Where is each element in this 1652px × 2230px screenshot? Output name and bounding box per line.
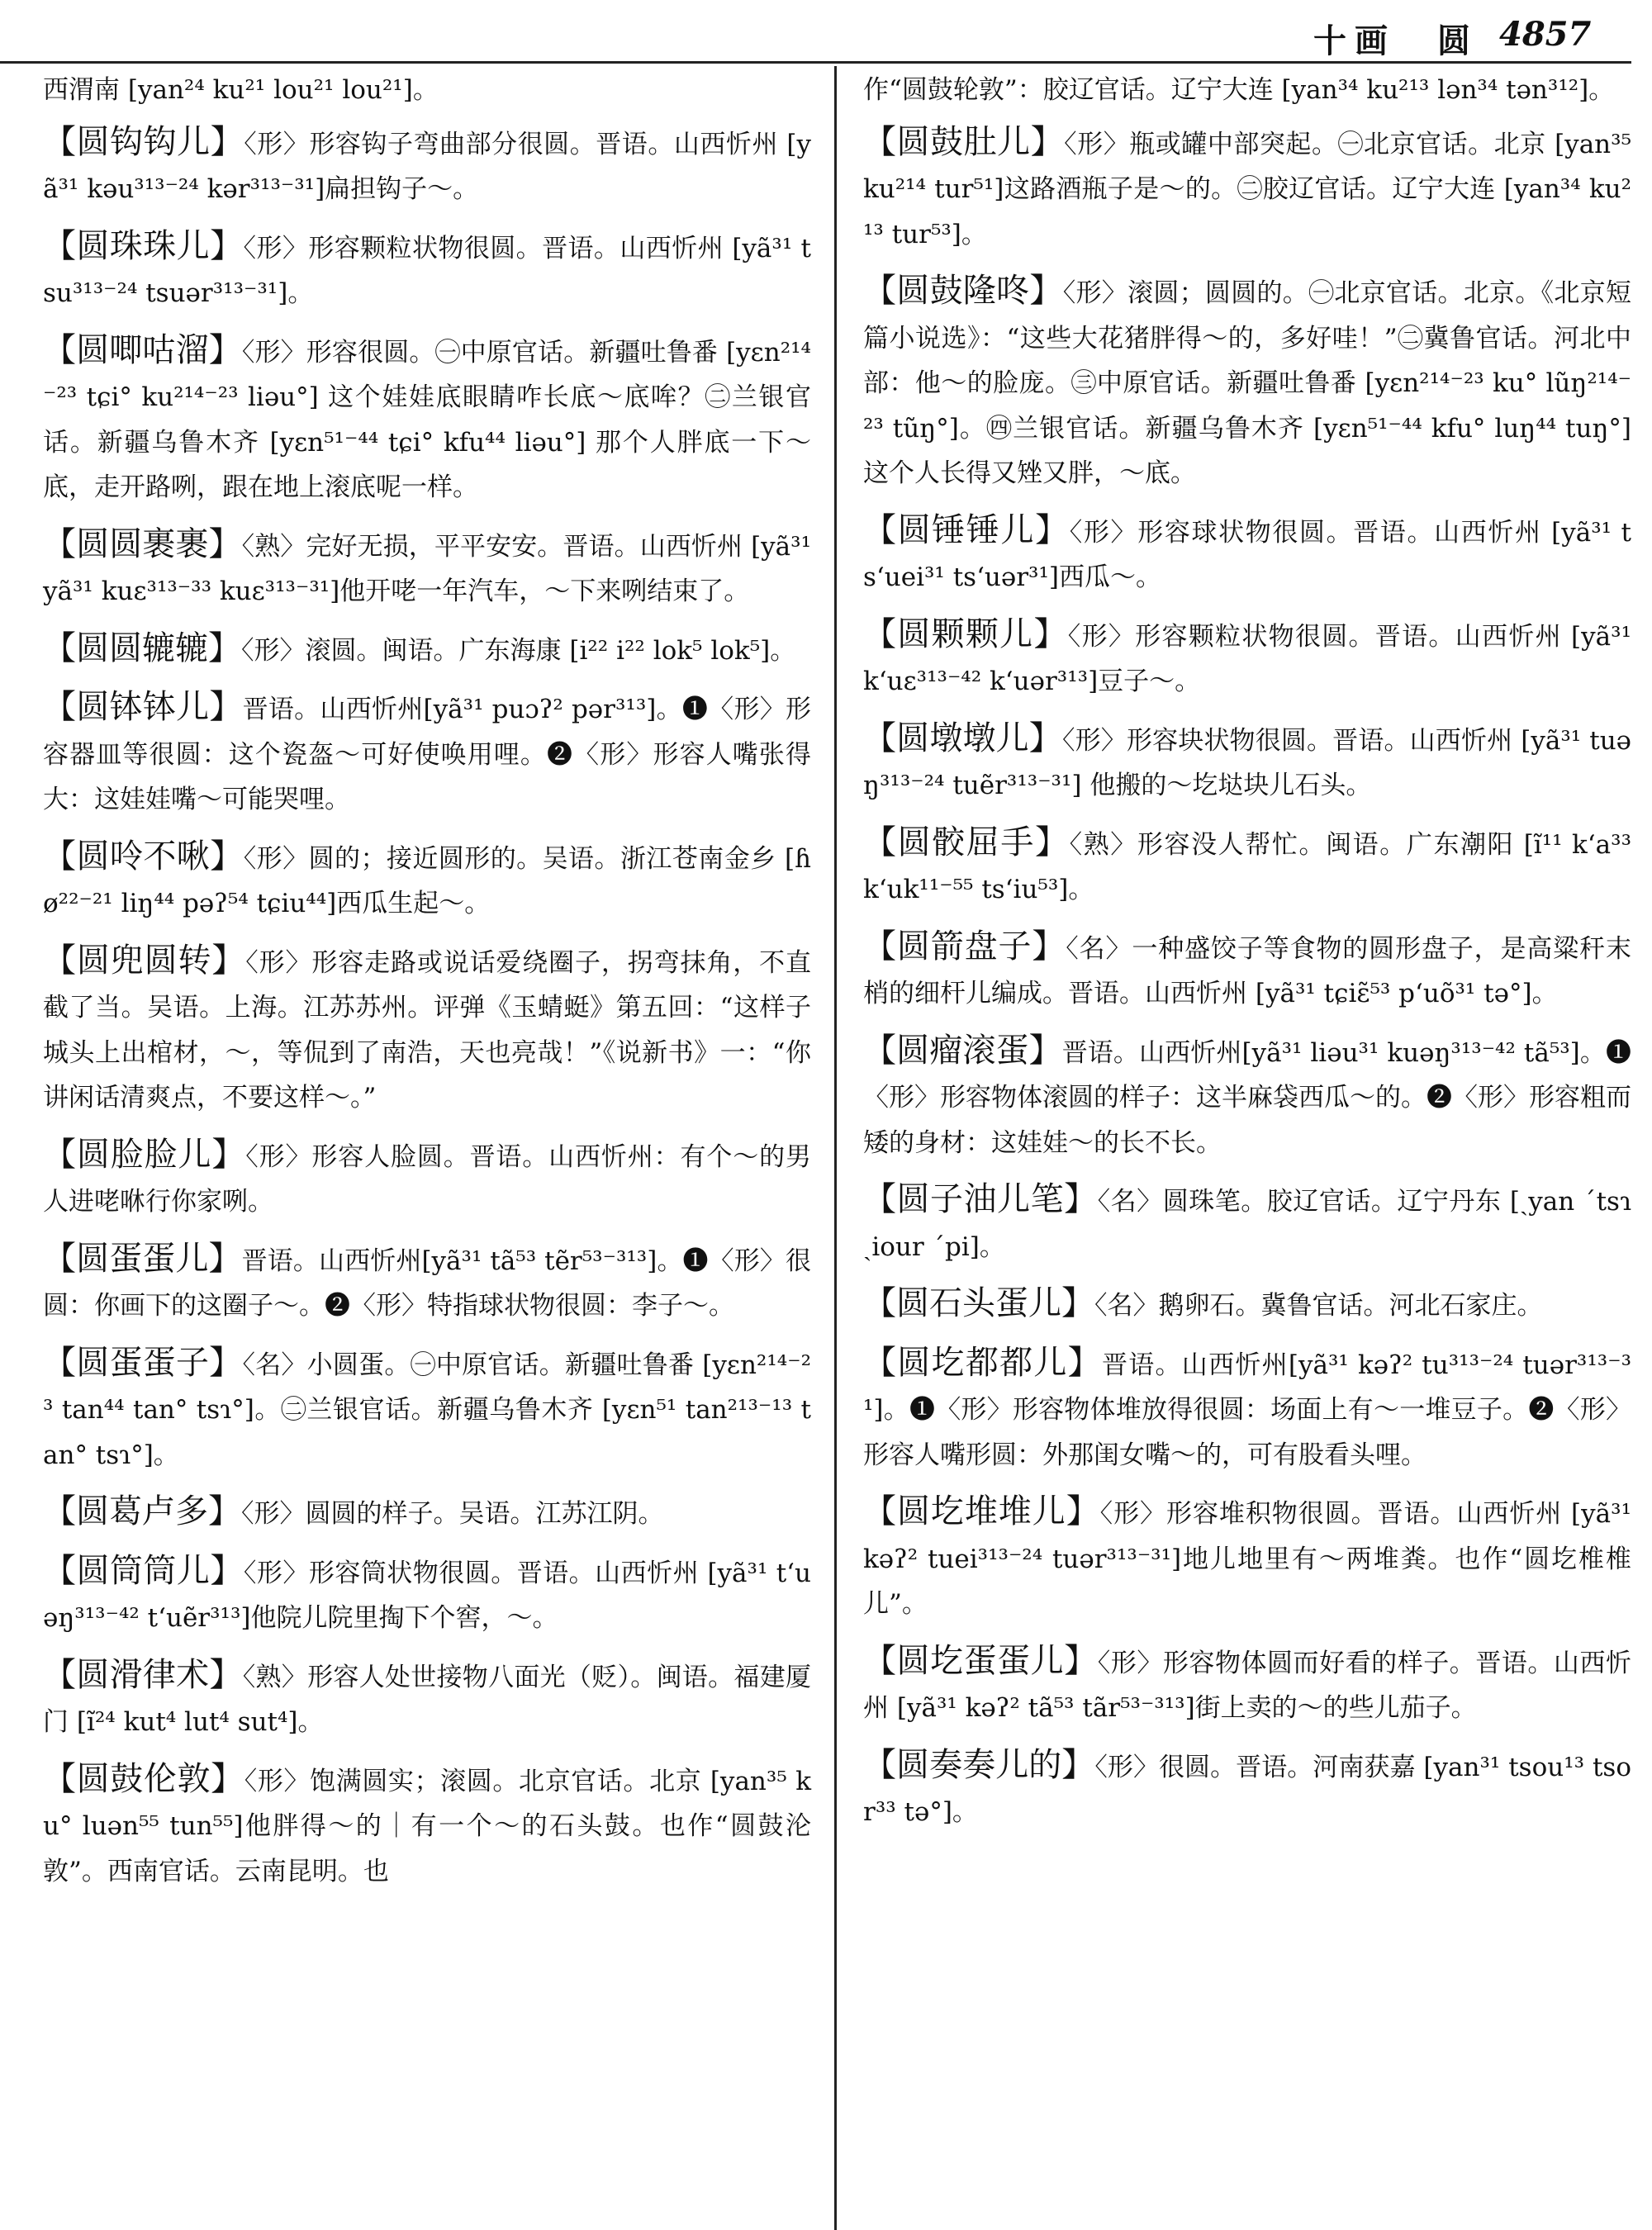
left-column — [43, 68, 811, 1905]
entry-headword: 【圆珠珠儿】 — [43, 226, 244, 265]
entry-headword: 【圆箭盘子】 — [863, 927, 1066, 966]
dictionary-entry — [43, 685, 811, 823]
dictionary-entry — [863, 1489, 1631, 1627]
dictionary-entry — [43, 1236, 811, 1329]
dictionary-entry — [863, 1743, 1631, 1835]
entry-headword: 【圆钩钩儿】 — [43, 122, 244, 161]
dictionary-entry — [863, 924, 1631, 1017]
entry-headword: 【圆鼓隆咚】 — [863, 272, 1063, 310]
entry-headword: 【圆锤锤儿】 — [863, 510, 1070, 549]
entry-definition: 〈形〉形容人脸圆。晋语。山西忻州：有个～的男人进咾咻行你家咧。 — [43, 1141, 812, 1217]
dictionary-entry — [863, 508, 1631, 600]
dictionary-entry — [43, 1549, 811, 1641]
entry-definition: 晋语。山西忻州[yã³¹ kəʔ² tu³¹³⁻²⁴ tuər³¹³⁻³¹]。❶〈形〉形容物体堆放得很圆：场面上有～一堆豆子。❷〈形〉形容人嘴形圆：外那闺女嘴～的，可有股看头哩。 — [863, 1350, 1632, 1470]
dictionary-entry — [863, 716, 1631, 809]
dictionary-entry — [863, 1177, 1631, 1269]
entry-headword: 【圆兜圆转】 — [43, 941, 246, 980]
dictionary-entry — [863, 1028, 1631, 1166]
entry-headword: 【圆圆辘辘】 — [43, 629, 241, 667]
dictionary-entry — [863, 1639, 1631, 1731]
dictionary-entry — [43, 626, 811, 674]
dictionary-entry — [43, 1340, 811, 1478]
entry-definition: 〈形〉很圆。晋语。河南获嘉 [yan³¹ tsou¹³ tsor³³ tə°]。 — [863, 1752, 1632, 1827]
entry-definition: 〈形〉滚圆；圆圆的。㊀北京官话。北京。《北京短篇小说选》：“这些大花猪胖得～的，多好哇！”㊁冀鲁官话。河北中部：他～的脸庞。㊂中原官话。新疆吐鲁番 [yɛn²¹⁴⁻²³ ku° lũŋ²¹⁴⁻²³ tũŋ°]。㊃兰银官话。新疆乌鲁木齐 [yɛn⁵¹⁻⁴⁴ kfu° luŋ⁴⁴ tuŋ°] 这个人长得又矬又胖，～底。 — [863, 278, 1632, 488]
entry-definition: 〈形〉形容钩子弯曲部分很圆。晋语。山西忻州 [yã³¹ kəu³¹³⁻²⁴ kər³¹³⁻³¹]扁担钩子～。 — [43, 129, 812, 204]
entry-headword: 【圆颗颗儿】 — [863, 614, 1068, 653]
entry-headword: 【圆骹屈手】 — [863, 823, 1070, 861]
entry-headword: 【圆鼓伦敦】 — [43, 1759, 244, 1798]
entry-definition: 〈形〉形容颗粒状物很圆。晋语。山西忻州 [yã³¹ k‘uɛ³¹³⁻⁴² k‘uər³¹³]豆子～。 — [863, 621, 1632, 696]
entry-headword: 【圆子油儿笔】 — [863, 1180, 1098, 1218]
entry-definition: 〈名〉圆珠笔。胶辽官话。辽宁丹东 [ˏyan ˊtsɿ ˏiour ˊpi]。 — [863, 1187, 1631, 1262]
entry-definition: 〈形〉瓶或罐中部突起。㊀北京官话。北京 [yan³⁵ ku²¹⁴ tur⁵¹]这路酒瓶子是～的。㊁胶辽官话。辽宁大连 [yan³⁴ ku²¹³ tur⁵³]。 — [863, 129, 1631, 249]
entry-definition: 〈名〉小圆蛋。㊀中原官话。新疆吐鲁番 [yɛn²¹⁴⁻²³ tan⁴⁴ tan° tsɿ°]。㊁兰银官话。新疆乌鲁木齐 [yɛn⁵¹ tan²¹³⁻¹³ tan° tsɿ°]。 — [43, 1350, 812, 1470]
dictionary-entry — [863, 1281, 1631, 1329]
entry-definition: 〈名〉一种盛饺子等食物的圆形盘子，是高粱秆末梢的细杆儿编成。晋语。山西忻州 [yã³¹ tɕiɛ̃⁵³ p‘uõ³¹ tə°]。 — [863, 933, 1632, 1008]
page-header — [0, 0, 1652, 66]
entry-definition: 〈形〉滚圆。闽语。广东海康 [i²² i²² lok⁵ lok⁵]。 — [241, 635, 796, 666]
entry-headword: 【圆脸脸儿】 — [43, 1135, 246, 1174]
entry-definition: 〈熟〉形容没人帮忙。闽语。广东潮阳 [ĩ¹¹ k‘a³³ k‘uk¹¹⁻⁵⁵ ts‘iu⁵³]。 — [863, 829, 1632, 904]
running-header-title: 十画 圆 — [1313, 21, 1479, 60]
entry-definition: 〈形〉形容筒状物很圆。晋语。山西忻州 [yã³¹ t‘uəŋ³¹³⁻⁴² t‘uẽr³¹³]他院儿院里掏下个窖，～。 — [43, 1558, 811, 1633]
entry-headword: 【圆葛卢多】 — [43, 1492, 241, 1530]
entry-list — [863, 120, 1631, 1835]
entry-list — [43, 120, 811, 1895]
page-number: 4857 — [1499, 15, 1592, 54]
entry-definition: 晋语。山西忻州[yã³¹ puɔʔ² pər³¹³]。❶〈形〉形容器皿等很圆：这个瓷盔～可好使唤用哩。❷〈形〉形容人嘴张得大：这娃娃嘴～可能哭哩。 — [43, 695, 811, 814]
entry-headword: 【圆圆裹裹】 — [43, 524, 242, 563]
dictionary-entry — [43, 120, 811, 212]
entry-headword: 【圆滑律术】 — [43, 1655, 243, 1694]
entry-headword: 【圆墩墩儿】 — [863, 719, 1062, 757]
entry-definition: 〈形〉饱满圆实；滚圆。北京官话。北京 [yan³⁵ ku° luən⁵⁵ tun⁵⁵]他胖得～的｜有一个～的石头鼓。也作“圆鼓沦敦”。西南官话。云南昆明。也 — [43, 1766, 811, 1886]
dictionary-entry — [863, 1340, 1631, 1478]
entry-definition: 晋语。山西忻州[yã³¹ tã⁵³ tẽr⁵³⁻³¹³]。❶〈形〉很圆：你画下的这圈子～。❷〈形〉特指球状物很圆：李子～。 — [43, 1245, 811, 1321]
entry-definition: 〈形〉圆的；接近圆形的。吴语。浙江苍南金乡 [ɦø²²⁻²¹ liŋ⁴⁴ pəʔ⁵⁴ tɕiu⁴⁴]西瓜生起～。 — [43, 843, 811, 918]
dictionary-entry — [43, 1489, 811, 1537]
continuation-text: 西渭南 [yan²⁴ ku²¹ lou²¹ lou²¹]。 — [43, 75, 439, 105]
entry-headword: 【圆圪蛋蛋儿】 — [863, 1641, 1098, 1680]
dictionary-entry — [43, 224, 811, 316]
entry-headword: 【圆瘤滚蛋】 — [863, 1031, 1062, 1070]
header-rule — [0, 61, 1631, 64]
entry-headword: 【圆圪堆堆儿】 — [863, 1492, 1100, 1530]
entry-definition: 〈熟〉形容人处世接物八面光（贬）。闽语。福建厦门 [ĩ²⁴ kut⁴ lut⁴ sut⁴]。 — [43, 1662, 812, 1737]
dictionary-entry — [43, 328, 811, 510]
entry-headword: 【圆石头蛋儿】 — [863, 1284, 1094, 1322]
dictionary-entry — [43, 1132, 811, 1225]
dictionary-entry — [863, 820, 1631, 913]
entry-headword: 【圆钵钵儿】 — [43, 688, 243, 726]
dictionary-entry — [43, 1653, 811, 1745]
entry-definition: 〈形〉形容块状物很圆。晋语。山西忻州 [yã³¹ tuəŋ³¹³⁻²⁴ tuẽr³¹³⁻³¹] 他搬的～圪垯块儿石头。 — [863, 725, 1632, 800]
entry-headword: 【圆呤不啾】 — [43, 837, 244, 875]
dictionary-entry — [43, 522, 811, 614]
entry-headword: 【圆筒筒儿】 — [43, 1551, 244, 1590]
entry-headword: 【圆鼓肚儿】 — [863, 122, 1065, 161]
entry-definition: 〈形〉形容堆积物很圆。晋语。山西忻州 [yã³¹ kəʔ² tuei³¹³⁻²⁴ tuər³¹³⁻³¹]地儿地里有～两堆粪。也作“圆圪椎椎儿”。 — [863, 1499, 1632, 1619]
dictionary-entry — [863, 612, 1631, 705]
right-column — [863, 68, 1631, 1847]
dictionary-entry — [43, 938, 811, 1121]
dictionary-entry — [43, 834, 811, 927]
entry-definition: 〈形〉形容很圆。㊀中原官话。新疆吐鲁番 [yɛn²¹⁴⁻²³ tɕi° ku²¹⁴⁻²³ liəu°] 这个娃娃底眼睛咋长底～底哞？㊁兰银官话。新疆乌鲁木齐 [yɛn⁵¹⁻⁴⁴ tɕi° kfu⁴⁴ liəu°] 那个人胖底一下～底，走开路咧，跟在地上滚底呢一样。 — [43, 337, 811, 502]
column-divider — [834, 66, 837, 2230]
entry-definition: 〈形〉形容球状物很圆。晋语。山西忻州 [yã³¹ ts‘uei³¹ ts‘uər³¹]西瓜～。 — [863, 517, 1632, 592]
entry-definition: 晋语。山西忻州[yã³¹ liəu³¹ kuəŋ³¹³⁻⁴² tã⁵³]。❶〈形〉形容物体滚圆的样子：这半麻袋西瓜～的。❷〈形〉形容粗而矮的身材：这娃娃～的长不长。 — [863, 1037, 1631, 1158]
entry-definition: 〈熟〉完好无损，平平安安。晋语。山西忻州 [yã³¹ yã³¹ kuɛ³¹³⁻³³ kuɛ³¹³⁻³¹]他开咾一年汽车，～下来咧结束了。 — [43, 531, 812, 606]
entry-headword: 【圆蛋蛋儿】 — [43, 1239, 242, 1278]
entry-headword: 【圆圪都都儿】 — [863, 1343, 1102, 1382]
entry-definition: 〈形〉形容走路或说话爱绕圈子，拐弯抹角，不直截了当。吴语。上海。江苏苏州。评弹《玉蜻蜓》第五回：“这样子城头上出棺材，～，等侃到了南浩，天也亮哉！”《说新书》一：“你讲闲话清爽点，不要这样～。” — [43, 947, 812, 1113]
dictionary-entry — [43, 1757, 811, 1895]
entry-definition: 〈形〉圆圆的样子。吴语。江苏江阴。 — [241, 1499, 664, 1529]
entry-headword: 【圆奏奏儿的】 — [863, 1745, 1095, 1784]
entry-definition: 〈形〉形容物体圆而好看的样子。晋语。山西忻州 [yã³¹ kəʔ² tã⁵³ tãr⁵³⁻³¹³]街上卖的～的些儿茄子。 — [863, 1648, 1632, 1723]
continuation-text: 作“圆鼓轮敦”：胶辽官话。辽宁大连 [yan³⁴ ku²¹³ lən³⁴ tən³¹²]。 — [863, 75, 1615, 105]
dictionary-entry — [863, 268, 1631, 496]
dictionary-entry — [863, 120, 1631, 258]
entry-definition: 〈形〉形容颗粒状物很圆。晋语。山西忻州 [yã³¹ tsu³¹³⁻²⁴ tsuər³¹³⁻³¹]。 — [43, 233, 811, 308]
entry-headword: 【圆唧咕溜】 — [43, 330, 242, 369]
entry-headword: 【圆蛋蛋子】 — [43, 1343, 243, 1382]
entry-definition: 〈名〉鹅卵石。冀鲁官话。河北石家庄。 — [1094, 1291, 1543, 1321]
